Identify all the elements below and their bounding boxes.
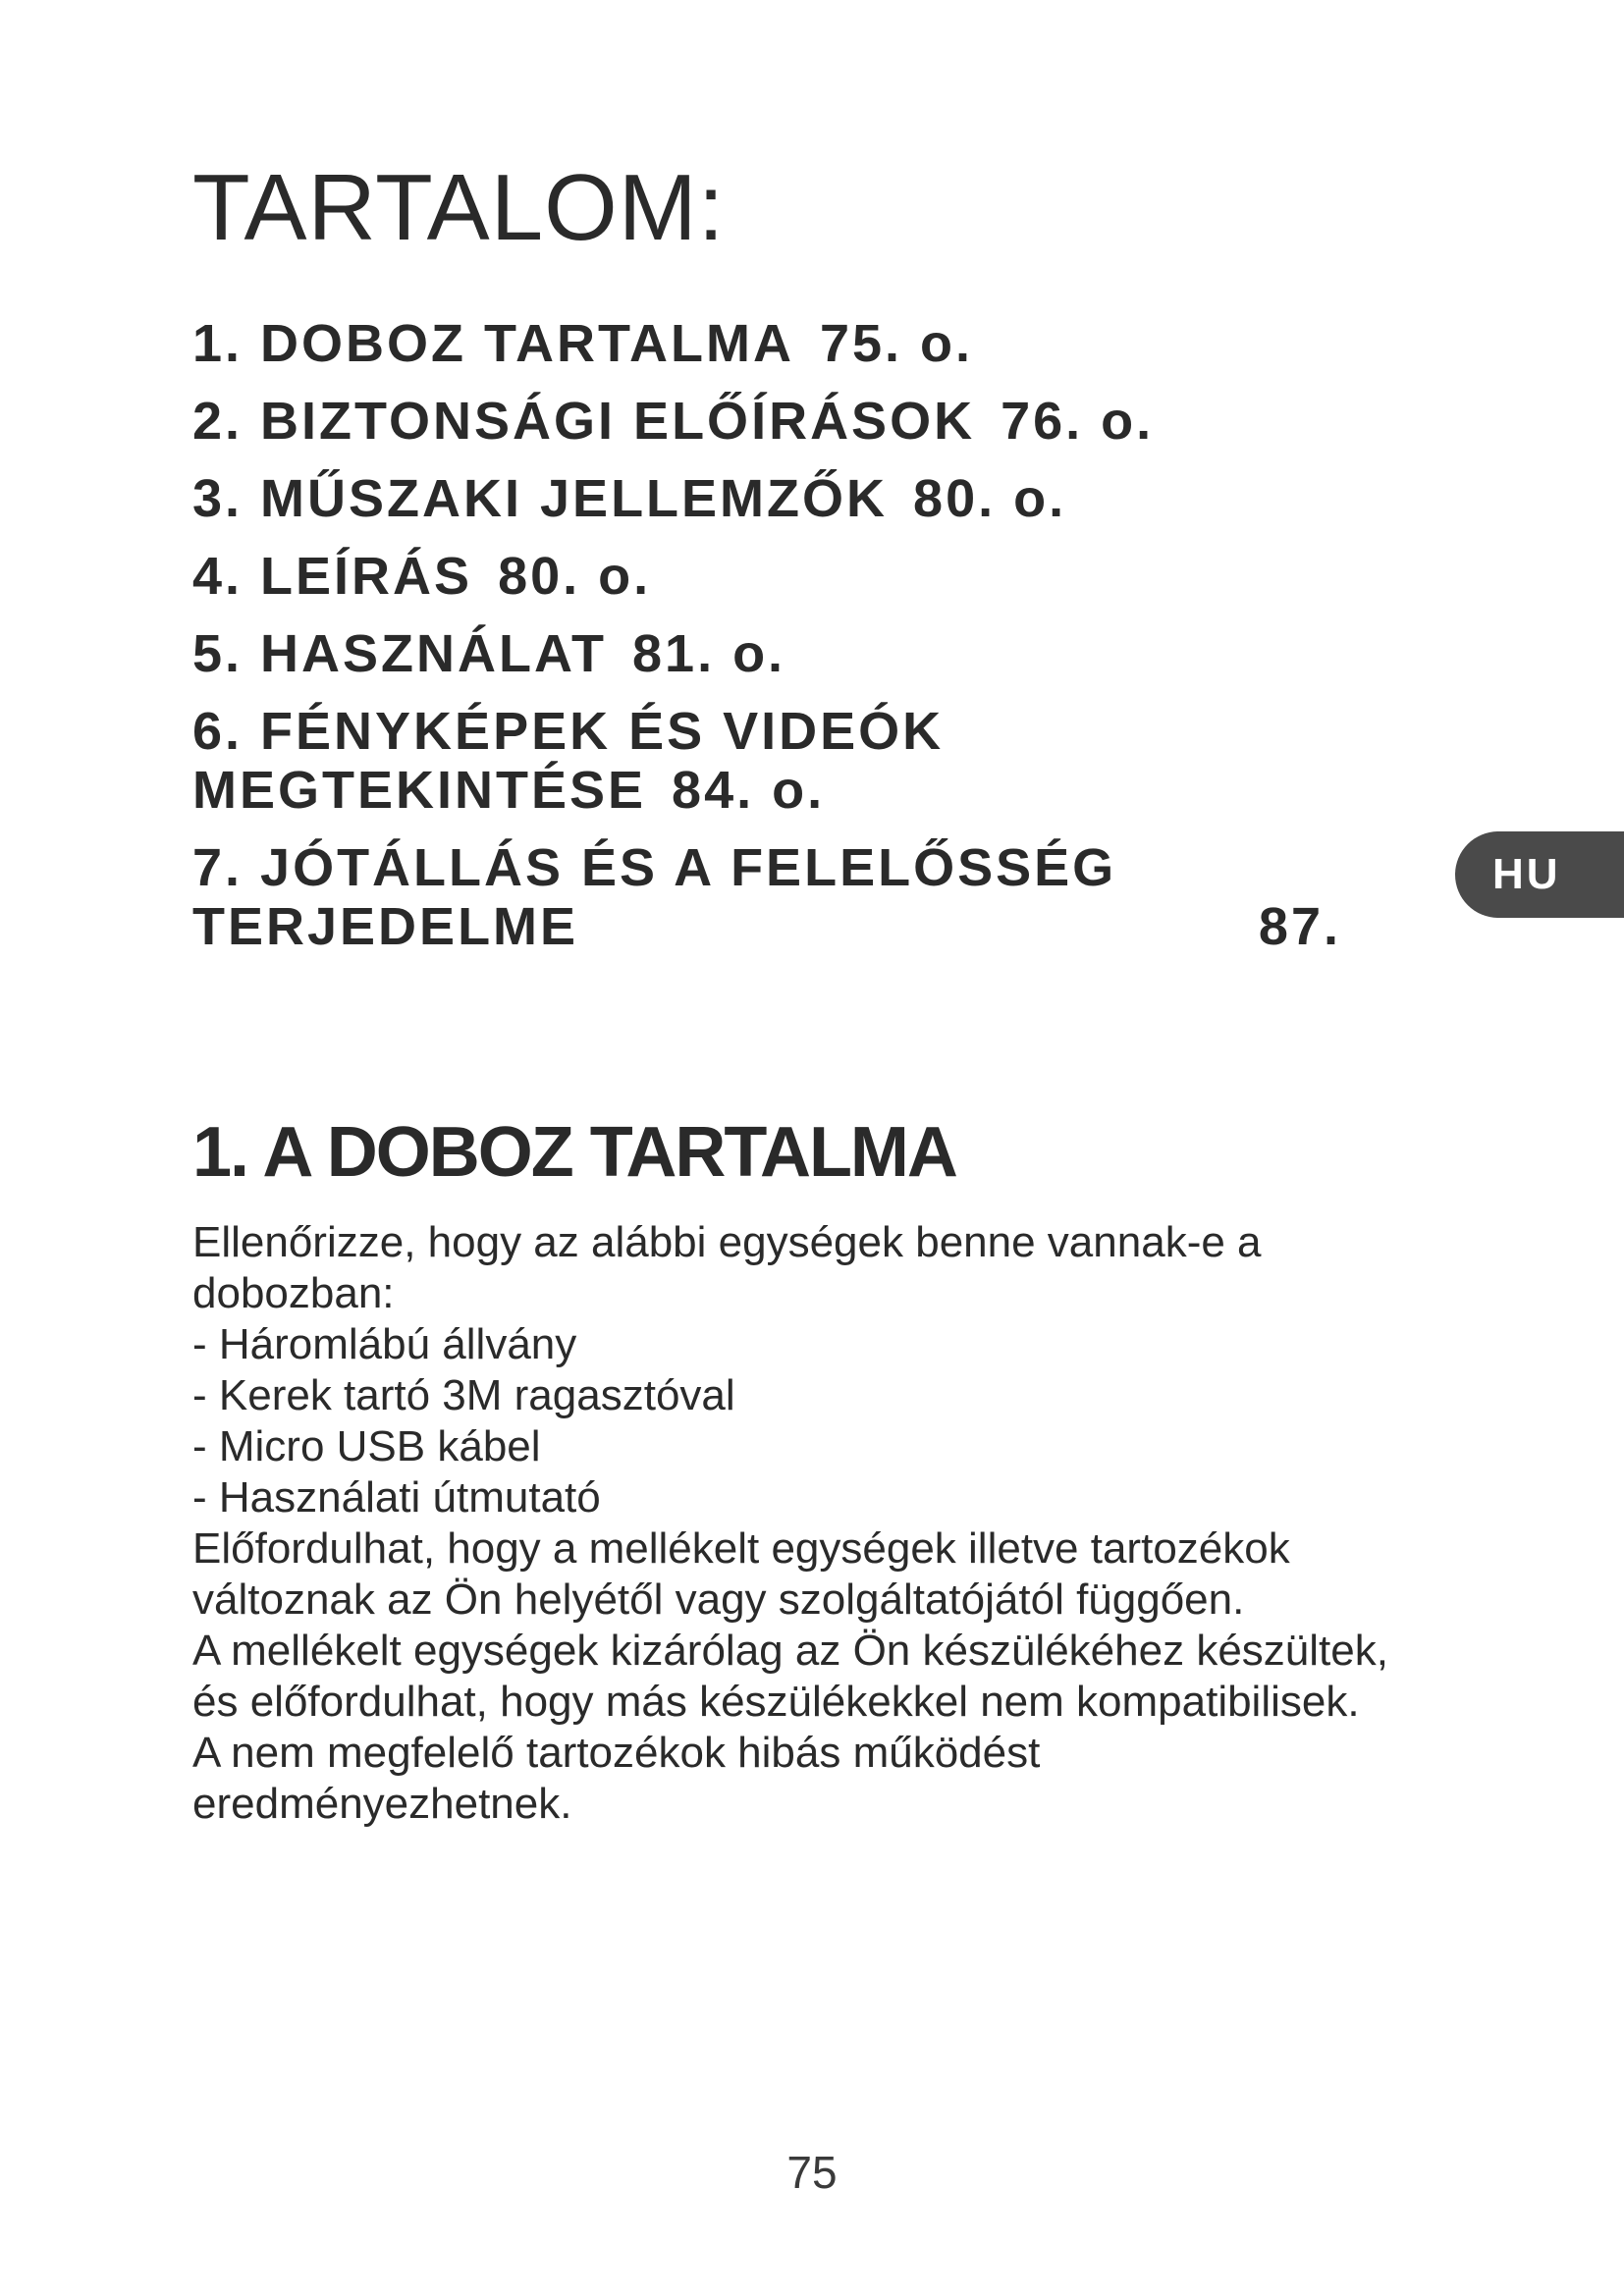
page-title: TARTALOM: <box>192 155 726 260</box>
toc-item[interactable] <box>192 838 1351 956</box>
page-number: 75 <box>786 2147 838 2198</box>
toc-item-page: 76. o. <box>1001 392 1155 451</box>
toc-item-page: 75. o. <box>819 314 973 373</box>
toc-item-page: 84. o. <box>672 761 826 820</box>
section-title: 1. A DOBOZ TARTALMA <box>192 1113 956 1192</box>
toc-item[interactable] <box>192 392 1351 451</box>
toc-item[interactable] <box>192 469 1351 528</box>
table-of-contents <box>192 314 1351 975</box>
toc-item-label-line2: MEGTEKINTÉSE <box>192 761 647 820</box>
toc-item-label: 3. MŰSZAKI JELLEMZŐK <box>192 469 889 528</box>
toc-item[interactable] <box>192 624 1351 683</box>
toc-item-page: 80. o. <box>913 469 1067 528</box>
toc-item-label-line1: 6. FÉNYKÉPEK ÉS VIDEÓK <box>192 702 945 761</box>
list-item: - Háromlábú állvány <box>192 1320 577 1368</box>
toc-item-second-line <box>192 897 1341 956</box>
list-item: - Micro USB kábel <box>192 1422 541 1470</box>
toc-item-page: 87. <box>1258 897 1341 956</box>
section-body <box>192 1217 1390 1830</box>
toc-item-page: 81. o. <box>632 624 786 683</box>
toc-item[interactable] <box>192 314 1351 373</box>
toc-item-label: 5. HASZNÁLAT <box>192 624 607 683</box>
note-paragraph: Előfordulhat, hogy a mellékelt egységek illetve tartozékok változnak az Ön helyétől vagy szolgáltatójától függően. <box>192 1524 1290 1624</box>
intro-paragraph: Ellenőrizze, hogy az alábbi egységek benne vannak-e a dobozban: <box>192 1218 1262 1317</box>
toc-item[interactable] <box>192 547 1351 606</box>
toc-item-label: 2. BIZTONSÁGI ELŐÍRÁSOK <box>192 392 976 451</box>
note-paragraph: A nem megfelelő tartozékok hibás működést eredményezhetnek. <box>192 1729 1041 1828</box>
toc-item-label-line2: TERJEDELME <box>192 897 579 956</box>
toc-item-label-line1: 7. JÓTÁLLÁS ÉS A FELELŐSSÉG <box>192 838 1117 897</box>
list-item: - Használati útmutató <box>192 1473 601 1522</box>
toc-item-label: 4. LEÍRÁS <box>192 547 473 606</box>
note-paragraph: A mellékelt egységek kizárólag az Ön készülékéhez készültek, és előfordulhat, hogy más készülékekkel nem kompatibilisek. <box>192 1627 1388 1726</box>
toc-item-label: 1. DOBOZ TARTALMA <box>192 314 794 373</box>
language-tab[interactable]: HU <box>1455 831 1624 918</box>
toc-item[interactable] <box>192 702 1351 820</box>
list-item: - Kerek tartó 3M ragasztóval <box>192 1371 735 1419</box>
toc-item-page: 80. o. <box>498 547 652 606</box>
box-contents-list <box>192 1319 1390 1523</box>
